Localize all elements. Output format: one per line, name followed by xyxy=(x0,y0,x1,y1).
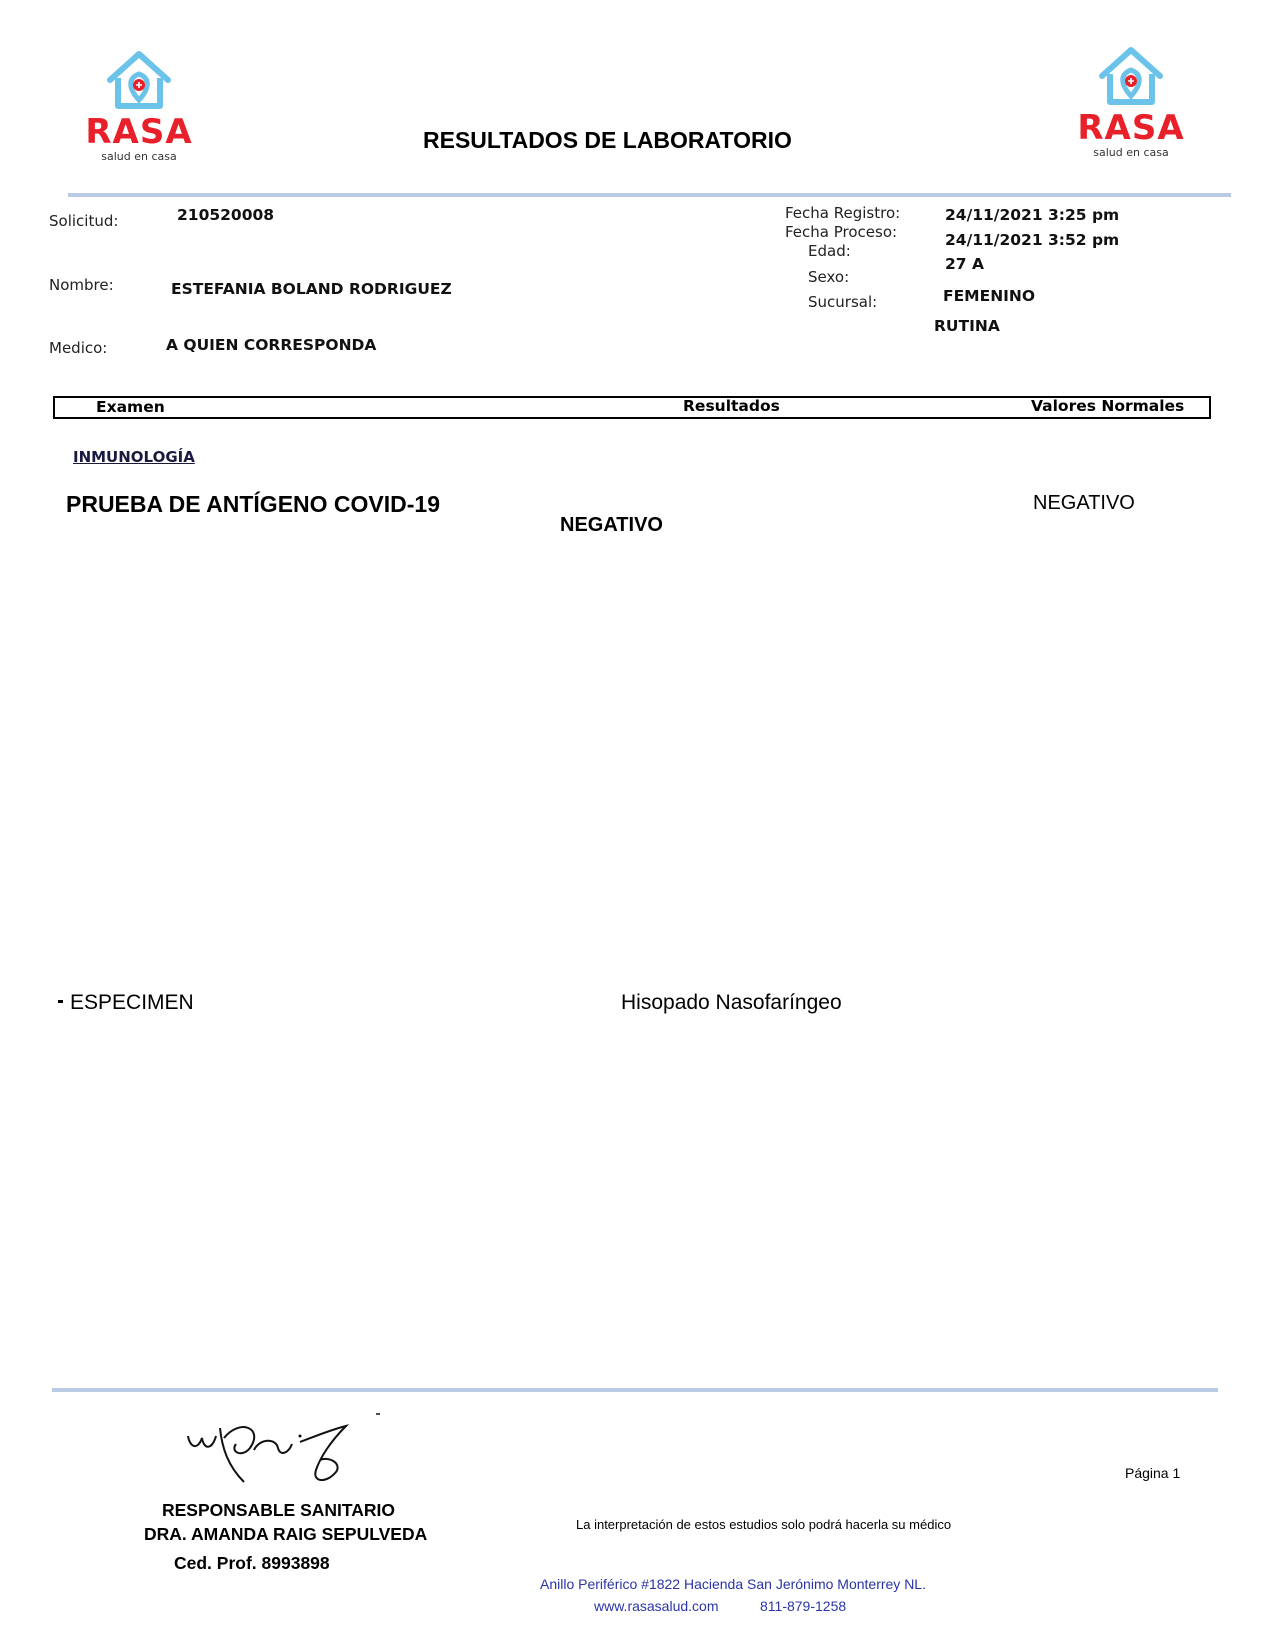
responsable-sanitario: RESPONSABLE SANITARIO xyxy=(162,1500,396,1520)
col-examen: Examen xyxy=(96,398,165,416)
page-title: RESULTADOS DE LABORATORIO xyxy=(423,127,792,153)
doctor-name: DRA. AMANDA RAIG SEPULVEDA xyxy=(144,1524,428,1544)
logo-left xyxy=(74,48,204,178)
sucursal-label: Sucursal: xyxy=(808,293,878,311)
specimen-label: ESPECIMEN xyxy=(70,991,194,1014)
disclaimer: La interpretación de estos estudios solo podrá hacerla su médico xyxy=(576,1517,952,1532)
brand-name: RASA xyxy=(85,112,193,152)
signature xyxy=(180,1408,390,1488)
section-inmunologia: INMUNOLOGÍA xyxy=(73,448,195,466)
brand-tagline: salud en casa xyxy=(1093,146,1169,159)
header-divider xyxy=(68,193,1231,197)
specimen-value: Hisopado Nasofaríngeo xyxy=(621,991,842,1014)
logo-right xyxy=(1066,44,1196,174)
website-link[interactable]: www.rasasalud.com xyxy=(594,1598,719,1614)
specimen-bullet xyxy=(58,1000,63,1003)
sexo-label: Sexo: xyxy=(808,268,850,286)
col-resultados: Resultados xyxy=(683,397,780,415)
test-result: NEGATIVO xyxy=(560,514,663,536)
medico-value: A QUIEN CORRESPONDA xyxy=(166,336,377,354)
edad-label: Edad: xyxy=(808,242,851,260)
brand-tagline: salud en casa xyxy=(101,150,177,163)
house-pin-icon xyxy=(1096,44,1166,108)
page-number: Página 1 xyxy=(1125,1465,1181,1481)
test-normal-value: NEGATIVO xyxy=(1033,492,1135,514)
test-name: PRUEBA DE ANTÍGENO COVID-19 xyxy=(66,491,441,517)
sexo-value: FEMENINO xyxy=(943,287,1036,305)
solicitud-value: 210520008 xyxy=(177,206,275,224)
fecha-proceso-label: Fecha Proceso: xyxy=(785,223,898,241)
address: Anillo Periférico #1822 Hacienda San Jerónimo Monterrey NL. xyxy=(540,1576,926,1592)
nombre-value: ESTEFANIA BOLAND RODRIGUEZ xyxy=(171,280,452,298)
solicitud-label: Solicitud: xyxy=(49,212,119,230)
col-valores-normales: Valores Normales xyxy=(1031,397,1185,415)
fecha-registro-label: Fecha Registro: xyxy=(785,204,901,222)
brand-name: RASA xyxy=(1077,108,1185,148)
edad-value: 27 A xyxy=(945,255,984,273)
phone-number: 811-879-1258 xyxy=(760,1598,847,1614)
footer-divider xyxy=(52,1388,1218,1392)
house-pin-icon xyxy=(104,48,174,112)
cedula-profesional: Ced. Prof. 8993898 xyxy=(174,1553,330,1573)
fecha-registro-value: 24/11/2021 3:25 pm xyxy=(945,206,1120,224)
fecha-proceso-value: 24/11/2021 3:52 pm xyxy=(945,231,1120,249)
medico-label: Medico: xyxy=(49,339,108,357)
sucursal-value: RUTINA xyxy=(934,317,1000,335)
nombre-label: Nombre: xyxy=(49,276,114,294)
